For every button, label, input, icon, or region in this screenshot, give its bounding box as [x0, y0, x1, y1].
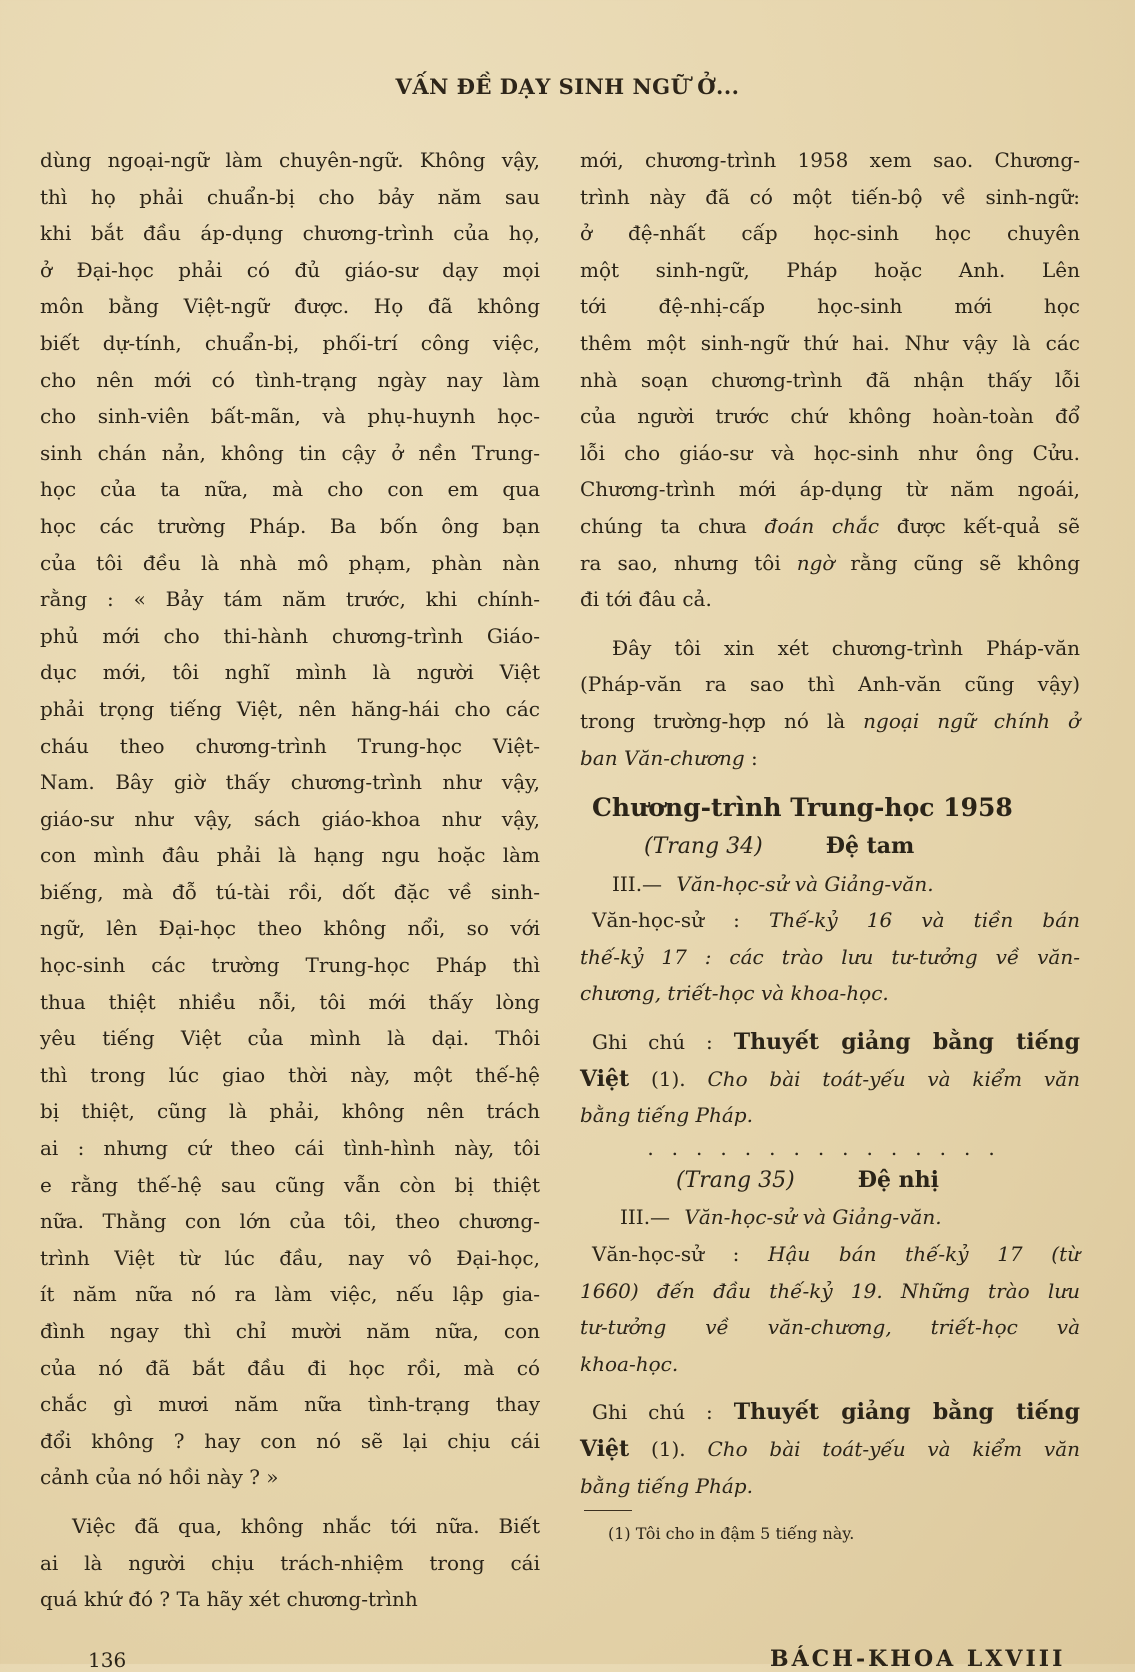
journal-title: BÁCH-KHOA LXVIII	[770, 1646, 1066, 1672]
text-span: chúng ta chưa	[580, 513, 765, 538]
footnote-rule	[584, 1510, 632, 1511]
note-bold: Thuyết giảng bằng tiếng	[733, 1399, 1081, 1426]
text-line: lỗi cho giáo-sư và học-sinh như ông Cửu.	[580, 440, 1080, 465]
item-number: III.—	[612, 871, 663, 896]
text-line: yêu tiếng Việt của mình là dại. Thôi	[40, 1026, 540, 1051]
emphasis: ngờ	[796, 550, 835, 575]
text-line: của nó đã bắt đầu đi học rồi, mà có	[40, 1355, 540, 1380]
text-line: học của ta nữa, mà cho con em qua	[40, 477, 540, 502]
text-line: đổi không ? hay con nó sẽ lại chịu cái	[40, 1428, 540, 1453]
text-line: phải trọng tiếng Việt, nên hăng-hái cho các	[40, 696, 540, 721]
text-line: nhà soạn chương-trình đã nhận thấy lỗi	[580, 367, 1080, 392]
item-title: Văn-học-sử và Giảng-văn.	[684, 1205, 942, 1230]
text-line: (Pháp-văn ra sao thì Anh-văn cũng vậy)	[580, 672, 1080, 697]
page-number: 136	[88, 1648, 127, 1672]
history-text: khoa-học.	[580, 1351, 679, 1376]
item-line	[580, 866, 1080, 903]
section-heading	[580, 828, 1080, 866]
text-span: :	[744, 745, 758, 770]
item-number: III.—	[620, 1205, 671, 1230]
text-line: thì họ phải chuẩn-bị cho bảy năm sau	[40, 184, 540, 209]
item-line	[580, 1199, 1080, 1236]
ellipsis-dots: ...............	[647, 1135, 1013, 1160]
text-line: của tôi đều là nhà mô phạm, phàn nàn	[40, 550, 540, 575]
right-paragraph-1	[580, 142, 1080, 508]
text-line: thì trong lúc giao thời này, một thế-hệ	[40, 1062, 540, 1087]
grade: Đệ nhị	[857, 1166, 939, 1193]
text-line: chắc gì mươi năm nữa tình-trạng thay	[40, 1392, 540, 1417]
text-line: biết dự-tính, chuẩn-bị, phối-trí công việc,	[40, 330, 540, 355]
note-bold: Việt	[580, 1065, 630, 1092]
text-line: cho nên mới có tình-trạng ngày nay làm	[40, 367, 540, 392]
section-de-nhi	[580, 1162, 1080, 1504]
text-line: học-sinh các trường Trung-học Pháp thì	[40, 953, 540, 978]
right-column	[580, 142, 1080, 1547]
text-line: một sinh-ngữ, Pháp hoặc Anh. Lên	[580, 257, 1080, 282]
text-span: được kết-quả sẽ	[879, 513, 1080, 538]
text-span: trong trường-hợp nó là	[580, 708, 864, 733]
text-line: cảnh của nó hồi này ? »	[40, 1465, 279, 1490]
note-ref: (1).	[629, 1066, 708, 1091]
history-text: Hậu bán thế-kỷ 17 (từ	[768, 1242, 1080, 1267]
note-italic: Cho bài toát-yếu và kiểm văn	[707, 1437, 1081, 1461]
note-bold: Việt	[580, 1436, 630, 1462]
text-line: khi bắt đầu áp-dụng chương-trình của họ,	[40, 221, 540, 246]
text-line: thua thiệt nhiều nỗi, tôi mới thấy lòng	[40, 989, 540, 1014]
text-line: Đây tôi xin xét chương-trình Pháp-văn	[612, 635, 1080, 660]
emphasis: ngoại ngữ chính ở	[863, 708, 1080, 733]
history-label: Văn-học-sử :	[592, 1242, 740, 1267]
history-text: chương, triết-học và khoa-học.	[580, 981, 889, 1006]
note-ref: (1).	[629, 1437, 708, 1461]
history-text: tư-tưởng về văn-chương, triết-học và	[580, 1315, 1080, 1340]
note-bold: Thuyết giảng bằng tiếng	[733, 1029, 1081, 1056]
grade: Đệ tam	[825, 833, 915, 860]
history-text: thế-kỷ 17 : các trào lưu tư-tưởng về văn-	[580, 944, 1080, 969]
text-line: ở đệ-nhất cấp học-sinh học chuyên	[580, 221, 1080, 246]
emphasis: đoán chắc	[764, 513, 880, 538]
text-line: ít năm nữa nó ra làm việc, nếu lập gia-	[40, 1282, 540, 1307]
text-line: tới đệ-nhị-cấp học-sinh mới học	[580, 294, 1080, 319]
history-text: 1660) đến đầu thế-kỷ 19. Những trào lưu	[580, 1278, 1080, 1303]
note-italic: bằng tiếng Pháp.	[580, 1103, 753, 1128]
text-line: trình này đã có một tiến-bộ về sinh-ngữ:	[580, 184, 1080, 209]
note-label: Ghi chú :	[592, 1030, 713, 1055]
text-line: Việc đã qua, không nhắc tới nữa. Biết	[72, 1513, 540, 1538]
text-span: ra sao, nhưng tôi	[580, 550, 797, 575]
text-span: rằng cũng sẽ không	[834, 550, 1080, 575]
emphasis: ban Văn-chương	[580, 745, 745, 770]
text-line: quá khứ đó ? Ta hãy xét chương-trình	[40, 1587, 418, 1612]
text-line: biếng, mà đỗ tú-tài rồi, dốt đặc về sinh-	[40, 879, 540, 904]
text-line: trình Việt từ lúc đầu, nay vô Đại-học,	[40, 1245, 540, 1270]
running-header: VẤN ĐỀ DẠY SINH NGỮ Ở...	[395, 74, 740, 99]
page-ref: (Trang 34)	[644, 834, 763, 860]
text-line: đình ngay thì chỉ mười năm nữa, con	[40, 1319, 540, 1343]
text-line: phủ mới cho thi-hành chương-trình Giáo-	[40, 623, 540, 648]
text-line: cho sinh-viên bất-mãn, và phụ-huynh học-	[40, 404, 540, 429]
text-line: thêm một sinh-ngữ thứ hai. Như vậy là các	[580, 330, 1080, 355]
program-title: Chương-trình Trung-học 1958	[592, 793, 1013, 823]
text-line: Nam. Bây giờ thấy chương-trình như vậy,	[40, 770, 540, 795]
text-line: ở Đại-học phải có đủ giáo-sư dạy mọi	[40, 257, 540, 282]
text-line: học các trường Pháp. Ba bốn ông bạn	[40, 513, 540, 538]
text-line: đi tới đâu cả.	[580, 587, 712, 612]
left-paragraph-1	[40, 142, 540, 1496]
text-line: ngữ, lên Đại-học theo không nổi, so với	[40, 916, 540, 941]
text-line: dùng ngoại-ngữ làm chuyên-ngữ. Không vậy,	[40, 148, 540, 172]
text-line: cháu theo chương-trình Trung-học Việt-	[40, 733, 540, 758]
text-line: rằng : « Bảy tám năm trước, khi chính-	[40, 587, 540, 612]
history-label: Văn-học-sử :	[592, 908, 740, 933]
page-ref: (Trang 35)	[676, 1167, 795, 1193]
text-line: con mình đâu phải là hạng ngu hoặc làm	[40, 843, 540, 868]
text-line: Chương-trình mới áp-dụng từ năm ngoái,	[580, 477, 1080, 502]
history-text: Thế-kỷ 16 và tiền bán	[768, 908, 1080, 933]
section-de-tam	[580, 828, 1080, 1134]
text-line: giáo-sư như vậy, sách giáo-khoa như vậy,	[40, 806, 540, 831]
right-paragraph-1-tail	[580, 508, 1080, 618]
item-title: Văn-học-sử và Giảng-văn.	[676, 871, 934, 896]
right-paragraph-2	[580, 630, 1080, 776]
note-italic: bằng tiếng Pháp.	[580, 1473, 753, 1498]
text-line: dục mới, tôi nghĩ mình là người Việt	[40, 660, 540, 685]
text-line: nữa. Thằng con lớn của tôi, theo chương-	[40, 1209, 540, 1234]
text-line: mới, chương-trình 1958 xem sao. Chương-	[580, 148, 1080, 172]
text-line: của người trước chứ không hoàn-toàn đổ	[580, 404, 1080, 429]
text-line: ai : nhưng cứ theo cái tình-hình này, tôi	[40, 1136, 540, 1161]
left-column	[40, 142, 540, 1618]
text-line: e rằng thế-hệ sau cũng vẫn còn bị thiệt	[40, 1172, 540, 1197]
text-line: bị thiệt, cũng là phải, không nên trách	[40, 1099, 540, 1124]
note-label: Ghi chú :	[592, 1400, 713, 1425]
note-italic: Cho bài toát-yếu và kiểm văn	[707, 1066, 1081, 1091]
text-line: môn bằng Việt-ngữ được. Họ đã không	[40, 294, 540, 319]
footnote: (1) Tôi cho in đậm 5 tiếng này.	[608, 1524, 855, 1544]
text-line: sinh chán nản, không tin cậy ở nền Trung-	[40, 440, 540, 465]
text-line: ai là người chịu trách-nhiệm trong cái	[40, 1550, 540, 1575]
section-heading	[580, 1162, 1080, 1200]
left-paragraph-2	[40, 1508, 540, 1618]
